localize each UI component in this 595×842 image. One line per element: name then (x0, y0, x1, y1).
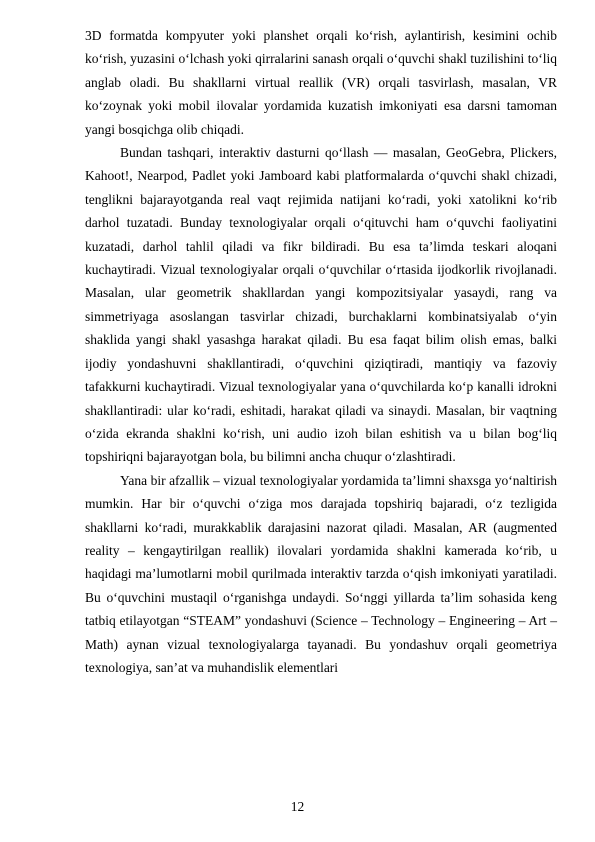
paragraph-1: 3D formatda kompyuter yoki planshet orqali ko‘rish, aylantirish, kesimini ochib ko‘rish, yuzasini o‘lchash yoki qirralarini sanash orqali o‘quvchi shakl tuzilishini to‘liq anglab oladi. Bu shakllarni virtual reallik (VR) orqali tasvirlash, masalan, VR ko‘zoynak yoki mobil ilovalar yordamida kuzatish imkoniyati esa darsni tamoman yangi bosqichga olib chiqadi. (85, 28, 557, 137)
paragraph-3: Yana bir afzallik – vizual texnologiyalar yordamida ta’limni shaxsga yo‘naltirish mumkin. Har bir o‘quvchi o‘ziga mos darajada topshiriq bajaradi, o‘z tezligida shakllarni ko‘radi, murakkablik darajasini nazorat qiladi. Masalan, AR (augmented reality – kengaytirilgan reallik) ilovalari yordamida shaklni kamerada ko‘rib, u haqidagi ma’lumotlarni mobil qurilmada interaktiv tarzda o‘qish imkoniyati yaratiladi. Bu o‘quvchini mustaqil o‘rganishga undaydi. So‘nggi yillarda ta’lim sohasida keng tatbiq etilayotgan “STEAM” yondashuvi (Science – Technology – Engineering – Art – Math) aynan vizual texnologiyalarga tayanadi. Bu yondashuv orqali geometriya texnologiya, san’at va muhandislik elementlari (85, 472, 557, 675)
body-text (85, 24, 557, 679)
page-number: 12 (290, 799, 305, 814)
paragraph-2: Bundan tashqari, interaktiv dasturni qo‘llash — masalan, GeoGebra, Plickers, Kahoot!, Nearpod, Padlet yoki Jamboard kabi platformalarda o‘quvchi shakl chizadi, tenglikni bajarayotganda real vaqt rejimida natijani ko‘radi, yoki xatolikni ko‘rib darhol tuzatadi. Bunday texnologiyalar orqali o‘qituvchi ham o‘quvchi faoliyatini kuzatadi, darhol tahlil qiladi va fikr bildiradi. Bu esa ta’limda teskari aloqani kuchaytiradi. Vizual texnologiyalar orqali o‘quvchilar o‘rtasida ijodkorlik rivojlanadi. Masalan, ular geometrik shakllardan yangi kompozitsiyalar yasaydi, rang va simmetriyaga asoslangan tasvirlar chizadi, burchaklarni kombinatsiyalab o‘yin shaklida yangi shakl yasashga harakat qiladi. Bu esa faqat bilim olish emas, balki ijodiy yondashuvni shakllantiradi, o‘quvchini qiziqtiradi, mantiqiy va fazoviy tafakkurni kuchaytiradi. Vizual texnologiyalar yana o‘quvchilarda ko‘p kanalli idrokni shakllantiradi: ular ko‘radi, eshitadi, harakat qiladi va sinaydi. Masalan, bir vaqtning o‘zida ekranda shaklni ko‘rish, uni audio izoh bilan eshitish va u bilan bog‘liq topshiriqni bajarayotgan bola, bu bilimni ancha chuqur o‘zlashtiradi. (85, 145, 557, 465)
